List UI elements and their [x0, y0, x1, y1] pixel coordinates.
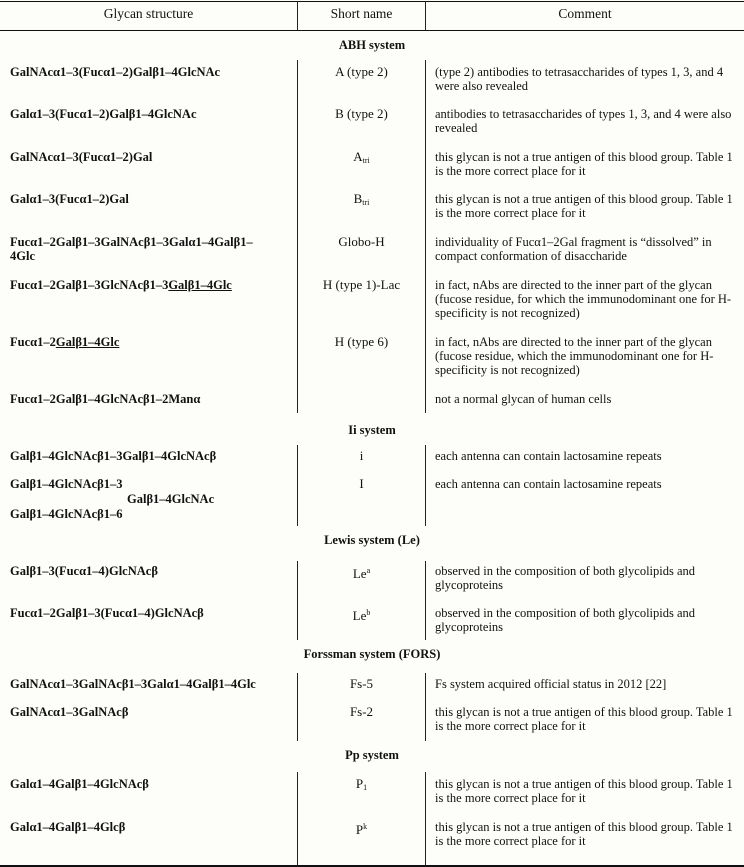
- glycan-structure: Galα1–4Galβ1–4GlcNAcβ: [10, 777, 149, 791]
- glycan-structure: [10, 235, 292, 263]
- short-name-base: Le: [352, 608, 367, 623]
- short-name: B (type 2): [335, 106, 388, 121]
- glycan-structure: GalNAcα1–3(Fucα1–2)Galβ1–4GlcNAc: [10, 65, 221, 79]
- structure-underlined: Galβ1–4Glc: [168, 278, 232, 292]
- header-glycan-structure: Glycan structure: [103, 6, 194, 21]
- structure-underlined: Galβ1–4Glc: [55, 335, 120, 349]
- glycan-structure-branched: [10, 477, 292, 523]
- column-divider: [425, 445, 426, 526]
- glycan-structure: [10, 335, 292, 349]
- short-name: [298, 820, 425, 837]
- comment: this glycan is not a true antigen of this blood group. Table 1 is the more correct place for it: [435, 150, 733, 178]
- short-name: [298, 606, 425, 623]
- short-name: [298, 564, 425, 581]
- comment: this glycan is not a true antigen of this blood group. Table 1 is the more correct place for it: [435, 192, 733, 220]
- short-name: H (type 6): [334, 334, 389, 349]
- short-name: Globo-H: [338, 234, 385, 249]
- glycan-structure: [10, 278, 292, 292]
- short-name: [298, 192, 425, 210]
- column-divider: [425, 561, 426, 640]
- section-title-pp: Pp system: [345, 748, 399, 762]
- comment: each antenna can contain lactosamine repeats: [435, 477, 662, 491]
- section-title-forssman: Forssman system (FORS): [303, 647, 441, 661]
- short-name-superscript: k: [363, 822, 368, 831]
- short-name: Fs-2: [349, 704, 374, 719]
- short-name: H (type 1)-Lac: [322, 277, 401, 292]
- structure-prefix: Fucα1–2: [10, 335, 56, 349]
- section-title-abh: ABH system: [338, 38, 406, 52]
- glycan-structure: Galβ1–3(Fucα1–4)GlcNAcβ: [10, 564, 158, 578]
- short-name-base: P: [355, 822, 364, 837]
- header-bottom-rule: [0, 30, 744, 31]
- table-top-rule: [0, 1, 744, 2]
- branch-bottom: Galβ1–4GlcNAcβ1–6: [10, 507, 123, 521]
- comment: Fs system acquired official status in 2012 [22]: [435, 677, 667, 691]
- branch-core: Galβ1–4GlcNAc: [127, 492, 215, 506]
- comment: observed in the composition of both glycolipids and glycoproteins: [435, 564, 696, 592]
- comment: each antenna can contain lactosamine repeats: [435, 449, 662, 463]
- short-name: Fs-5: [349, 676, 374, 691]
- short-name-base: B: [353, 191, 363, 206]
- glycan-structure: GalNAcα1–3GalNAcβ: [10, 705, 129, 719]
- comment: individuality of Fucα1–2Gal fragment is “dissolved” in compact conformation of disaccharide: [435, 235, 712, 263]
- short-name-superscript: b: [366, 608, 371, 617]
- short-name-subscript: tri: [362, 156, 370, 165]
- table-bottom-rule: [0, 865, 744, 867]
- column-divider: [425, 772, 426, 865]
- structure-prefix: Fucα1–2Galβ1–3GlcNAcβ1–3: [10, 278, 169, 292]
- short-name-base: Le: [352, 566, 367, 581]
- comment: observed in the composition of both glycolipids and glycoproteins: [435, 606, 696, 634]
- structure-line: 4Glc: [10, 249, 35, 263]
- header-short-name: Short name: [330, 6, 393, 21]
- comment: not a normal glycan of human cells: [435, 392, 612, 406]
- comment: in fact, nAbs are directed to the inner part of the glycan (fucose residue, for which the immunodominant one for H-specificity is not recognized): [435, 278, 732, 320]
- comment: this glycan is not a true antigen of this blood group. Table 1 is the more correct place for it: [435, 820, 733, 848]
- column-divider: [425, 673, 426, 741]
- glycan-structure: Galα1–4Galβ1–4Glcβ: [10, 820, 126, 834]
- section-title-ii: Ii system: [348, 423, 396, 437]
- short-name: [298, 150, 425, 168]
- comment: this glycan is not a true antigen of this blood group. Table 1 is the more correct place for it: [435, 777, 733, 805]
- glycan-structure: Galα1–3(Fucα1–2)Galβ1–4GlcNAc: [10, 107, 197, 121]
- short-name: A (type 2): [335, 64, 388, 79]
- glycan-structure: Galβ1–4GlcNAcβ1–3Galβ1–4GlcNAcβ: [10, 449, 217, 463]
- glycan-structure: GalNAcα1–3(Fucα1–2)Gal: [10, 150, 153, 164]
- comment: antibodies to tetrasaccharides of types 1, 3, and 4 were also revealed: [435, 107, 732, 135]
- short-name: [298, 777, 425, 795]
- comment: (type 2) antibodies to tetrasaccharides of types 1, 3, and 4 were also revealed: [435, 65, 724, 93]
- glycan-structure: Fucα1–2Galβ1–4GlcNAcβ1–2Manα: [10, 392, 201, 406]
- glycan-structure: Fucα1–2Galβ1–3(Fucα1–4)GlcNAcβ: [10, 606, 204, 620]
- column-divider: [425, 60, 426, 413]
- short-name-superscript: a: [366, 566, 371, 575]
- short-name: i: [359, 448, 364, 463]
- short-name-subscript: tri: [362, 198, 370, 207]
- short-name: I: [359, 476, 364, 491]
- short-name-base: A: [353, 149, 363, 164]
- comment: in fact, nAbs are directed to the inner part of the glycan (fucose residue, which the immunodominant one for H-specificity is not recognized): [435, 335, 714, 377]
- glycan-structure: GalNAcα1–3GalNAcβ1–3Galα1–4Galβ1–4Glc: [10, 677, 256, 691]
- glycan-structure: Galα1–3(Fucα1–2)Gal: [10, 192, 129, 206]
- header-comment: Comment: [558, 6, 612, 21]
- branch-top: Galβ1–4GlcNAcβ1–3: [10, 477, 123, 491]
- comment: this glycan is not a true antigen of this blood group. Table 1 is the more correct place for it: [435, 705, 733, 733]
- structure-line: Fucα1–2Galβ1–3GalNAcβ1–3Galα1–4Galβ1–: [10, 235, 253, 249]
- short-name-base: P: [355, 776, 364, 791]
- short-name-subscript: 1: [363, 783, 368, 792]
- section-title-lewis: Lewis system (Le): [324, 533, 420, 547]
